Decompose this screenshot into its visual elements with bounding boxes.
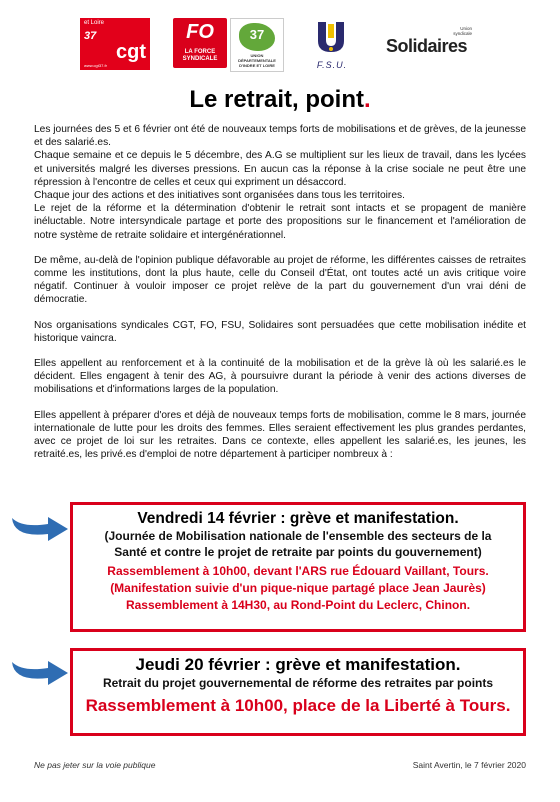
event-rally-line: Rassemblement à 10h00, devant l'ARS rue Édouard Vaillant, Tours. bbox=[107, 564, 489, 578]
event-rally-line: Rassemblement à 14H30, au Rond-Point du Leclerc, Chinon. bbox=[125, 598, 471, 612]
footer-note: Ne pas jeter sur la voie publique bbox=[34, 760, 156, 770]
cgt-logo-number: 37 bbox=[84, 30, 97, 42]
event-description-line: Retrait du projet gouvernemental de réforme des retraites par points bbox=[102, 676, 494, 690]
paragraph: Elles appellent au renforcement et à la continuité de la mobilisation et de la grève là où les salarié.es le décident. Elles engagent à tenir des AG, à poursuivre durant la période à venir des actions diverses de mobilisations et d'informations larges de la population. bbox=[34, 358, 526, 396]
cgt-logo-url: www.cgt37.fr bbox=[84, 63, 107, 68]
page-title-text: Le retrait, point bbox=[189, 86, 364, 113]
page-title bbox=[0, 86, 560, 114]
solidaires-logo-subtitle bbox=[453, 26, 472, 36]
paragraph: Les journées des 5 et 6 février ont été de nouveaux temps forts de mobilisations et de grèves, de la jeunesse et des salarié.es. bbox=[34, 124, 526, 149]
logo-bar bbox=[80, 18, 520, 74]
fo-logo-sub-line1: LA FORCE bbox=[184, 49, 216, 55]
body-text bbox=[34, 123, 526, 461]
paragraph: Chaque semaine et ce depuis le 5 décembre, des A.G se multiplient sur les lieux de travail, dans les lycées et universités malgré les diverses pressions. En aucun cas la réponse à la crise sociale ne peut être une répression à l'encontre de celles et ceux qui expriment un désaccord. bbox=[34, 150, 526, 188]
solidaires-logo bbox=[386, 26, 478, 66]
paragraph: Nos organisations syndicales CGT, FO, FSU, Solidaires sont persuadées que cette mobilisation inédite et historique vaincra. bbox=[34, 319, 526, 344]
solidaires-logo-text: Solidaires bbox=[386, 36, 468, 56]
event-heading: Vendredi 14 février : grève et manifestation. bbox=[137, 510, 459, 527]
paragraph: Chaque jour des actions et des initiatives sont organisées dans tous les territoires. bbox=[34, 190, 405, 202]
fo-logo-subtitle bbox=[173, 49, 227, 63]
event-rally-line: Rassemblement à 10h00, place de la Liberté à Tours. bbox=[85, 695, 511, 715]
cgt-logo-text: cgt bbox=[116, 41, 146, 63]
event-box-feb-14 bbox=[70, 502, 526, 632]
event-rally-line: (Manifestation suivie d'un pique-nique partagé place Jean Jaurès) bbox=[110, 581, 486, 595]
fsu-logo bbox=[310, 18, 354, 72]
event-description-line: (Journée de Mobilisation nationale de l'ensemble des secteurs de la bbox=[104, 529, 492, 543]
ud-logo-number: 37 bbox=[249, 27, 265, 42]
fsu-u-icon bbox=[314, 20, 348, 54]
page-title-dot: . bbox=[364, 86, 371, 113]
event-heading: Jeudi 20 février : grève et manifestation. bbox=[135, 655, 461, 674]
fo-logo-text: FO bbox=[186, 21, 214, 43]
ud-logo-text: UNION DÉPARTEMENTALE D'INDRE ET LOIRE bbox=[238, 53, 276, 68]
paragraph: Le rejet de la réforme et la détermination d'obtenir le retrait sont intacts et se propagent de manière inéluctable. Notre intersyndicale partage et porte des propositions sur le financement et l'amélioration de notre système de retraite solidaire et intergénérationnel. bbox=[34, 203, 526, 241]
cgt-logo bbox=[80, 18, 150, 70]
fo-logo-sub-line2: SYNDICALE bbox=[182, 56, 218, 62]
curved-arrow-icon bbox=[8, 508, 74, 544]
fsu-logo-text: F.S.U. bbox=[316, 60, 348, 70]
paragraph: Elles appellent à préparer d'ores et déjà de nouveaux temps forts de mobilisation, comme le 8 mars, journée internationale de lutte pour les droits des femmes. Elles seraient effectivement les plus grandes perdantes, avec ce projet de loi sur les retraites. Dans ce contexte, elles appellent les salarié.es, les jeunes, les retraité.es, les privé.es d'emploi de notre département à participer nombreux à : bbox=[34, 409, 526, 461]
footer-date: Saint Avertin, le 7 février 2020 bbox=[412, 760, 526, 770]
solidaires-sub-line1: Union bbox=[460, 26, 472, 31]
event-description-line: Santé et contre le projet de retraite par points du gouvernement) bbox=[114, 544, 482, 559]
ud-37-logo bbox=[230, 18, 284, 72]
solidaires-sub-line2: syndicale bbox=[453, 31, 472, 36]
curved-arrow-icon bbox=[8, 652, 74, 688]
paragraph: De même, au-delà de l'opinion publique défavorable au projet de réforme, les différentes caisses de retraites comme les institutions, dont la plus haute, celle du Conseil d'État, ont toutes acté un avis critique voire négatif. Continuer à vouloir imposer ce projet relève de la part du gouvernement d'un vrai déni de démocratie. bbox=[34, 254, 526, 306]
event-box-feb-20 bbox=[70, 648, 526, 736]
fo-logo bbox=[173, 18, 227, 68]
cgt-logo-region: et Loire bbox=[84, 20, 105, 26]
